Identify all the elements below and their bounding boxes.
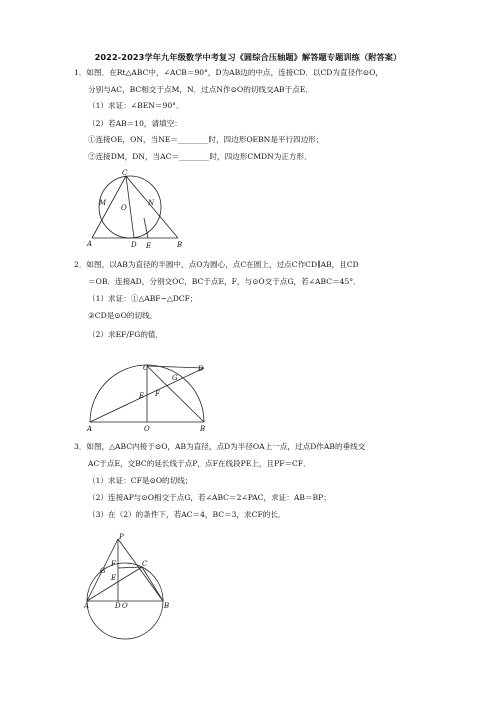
q2-label-G: G: [172, 374, 178, 382]
document-title: 2022-2023学年九年级数学中考复习《圆综合压轴题》解答题专题训练（附答案）: [94, 52, 402, 62]
q2-label-O: O: [144, 425, 150, 433]
q2-part1: （1）求证：①△ABF∽△DCF；: [88, 294, 198, 303]
q1-label-B: B: [177, 241, 183, 249]
q1-label-N: N: [148, 199, 155, 207]
q2-part2: （2）求EF/FG的值．: [88, 330, 164, 339]
q1-stem-line1: 1．如图．在Rt△ABC中，∠ACB＝90°，D为AB边的中点，连接CD．以CD为直径作⊙O，: [74, 68, 383, 77]
q3-label-P: P: [119, 533, 124, 541]
q2-label-A: A: [87, 425, 93, 433]
q1-label-M: M: [99, 199, 107, 207]
q1-label-A: A: [87, 240, 93, 248]
q2-label-B: B: [200, 425, 206, 433]
q3-label-O: O: [122, 602, 128, 610]
q3-label-C: C: [142, 560, 148, 568]
q3-label-A: A: [84, 602, 90, 610]
q1-label-C: C: [122, 169, 128, 177]
q3-label-G: G: [100, 567, 106, 575]
q1-label-E: E: [146, 242, 152, 250]
q3-label-B: B: [164, 602, 170, 610]
q3-label-E: E: [111, 574, 117, 582]
q2-label-F: F: [155, 390, 160, 398]
q3-figure: [84, 530, 180, 644]
q1-part2b: ②连接DM，DN，当AC＝________时，四边形CMDN为正方形．: [88, 152, 312, 161]
q2-label-C: C: [143, 364, 149, 372]
q3-label-D: D: [115, 602, 121, 610]
q3-part2: （2）连接AP与⊙O相交于点G，若∠ABC＝2∠PAC，求证：AB＝BP；: [88, 493, 331, 502]
q1-label-D: D: [131, 241, 137, 249]
q2-label-E: E: [139, 392, 145, 400]
q3-stem-line2: AC于点E，交BC的延长线于点P，点F在线段PE上，且PF＝CF．: [88, 459, 311, 468]
q2-stem-line2: ＝OB．连接AD，分别交OC，BC于点E，F，与⊙O交于点G，若∠ABC＝45°．: [88, 277, 361, 286]
q3-part1: （1）求证：CF是⊙O的切线；: [88, 476, 193, 485]
q2-label-D: D: [198, 365, 204, 373]
q1-stem-line2: 分别与AC，BC相交于点M，N．过点N作⊙O的切线交AB于点E．: [88, 85, 313, 94]
q2-figure: [86, 364, 212, 434]
q1-part1: （1）求证：∠BEN＝90°．: [88, 101, 184, 110]
q1-part2a: ①连接OE，ON，当NE＝________时，四边形OEBN是平行四边形；: [88, 135, 324, 144]
q3-part3: （3）在（2）的条件下，若AC＝4，BC＝3，求CF的长．: [88, 510, 286, 519]
q3-label-F: F: [111, 560, 116, 568]
q1-label-O: O: [121, 204, 127, 212]
q2-part1b: ②CD是⊙O的切线．: [88, 311, 158, 320]
q2-stem-line1: 2．如图，以AB为直径的半圆中，点O为圆心，点C在圆上，过点C作CD∥AB，且CD: [74, 260, 359, 269]
q3-stem-line1: 3．如图，△ABC内接于⊙O，AB为直径，点D为半径OA上一点，过点D作AB的垂线交: [74, 442, 366, 451]
q1-part2: （2）若AB＝10，请填空：: [88, 119, 182, 128]
q1-figure: [86, 168, 196, 250]
